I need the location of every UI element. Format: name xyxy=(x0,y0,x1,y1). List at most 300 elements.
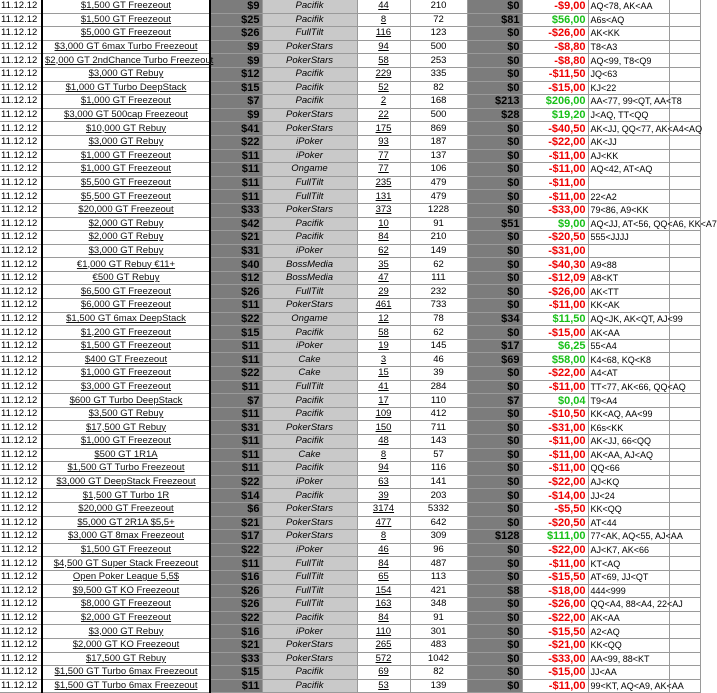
finish-position-link[interactable]: 84 xyxy=(357,231,410,245)
date-cell: 11.12.12 xyxy=(0,652,42,666)
profit-loss-cell: -$15,00 xyxy=(522,666,588,680)
finish-position-link[interactable]: 58 xyxy=(357,326,410,340)
date-cell: 11.12.12 xyxy=(0,679,42,693)
hand-notes-cell: AK<TT xyxy=(588,285,669,299)
finish-position-link[interactable]: 265 xyxy=(357,638,410,652)
date-cell: 11.12.12 xyxy=(0,489,42,503)
empty-cell xyxy=(669,190,700,204)
tournament-link[interactable]: $3,000 GT Freezeout xyxy=(42,380,210,394)
tournament-link[interactable]: $1,000 GT Freezeout xyxy=(42,149,210,163)
profit-loss-cell: -$15,00 xyxy=(522,326,588,340)
winnings-cell: $0 xyxy=(467,244,522,258)
site-cell: Pacifik xyxy=(262,407,357,421)
date-cell: 11.12.12 xyxy=(0,557,42,571)
tournament-link[interactable]: $400 GT Freezeout xyxy=(42,353,210,367)
empty-cell xyxy=(669,394,700,408)
finish-position-link[interactable]: 52 xyxy=(357,81,410,95)
tournament-link[interactable]: $2,000 GT Rebuy xyxy=(42,217,210,231)
hand-notes-cell: A9<88 xyxy=(588,258,669,272)
date-cell: 11.12.12 xyxy=(0,502,42,516)
tournament-link[interactable]: €1,000 GT Rebuy €11+ xyxy=(42,258,210,272)
finish-position-link[interactable]: 65 xyxy=(357,570,410,584)
date-cell: 11.12.12 xyxy=(0,190,42,204)
tournament-link[interactable]: $3,000 GT Rebuy xyxy=(42,135,210,149)
site-cell: PokerStars xyxy=(262,638,357,652)
date-cell: 11.12.12 xyxy=(0,475,42,489)
buyin-cell: $41 xyxy=(210,122,262,136)
tournament-link[interactable]: $5,500 GT Freezeout xyxy=(42,176,210,190)
date-cell: 11.12.12 xyxy=(0,135,42,149)
tournament-link[interactable]: $1,200 GT Freezeout xyxy=(42,326,210,340)
profit-loss-cell: -$9,00 xyxy=(522,0,588,13)
tournament-link[interactable]: Open Poker League 5,5$ xyxy=(42,570,210,584)
entrants-cell: 62 xyxy=(410,258,467,272)
finish-position-link[interactable]: 94 xyxy=(357,462,410,476)
finish-position-link[interactable]: 477 xyxy=(357,516,410,530)
site-cell: Pacifik xyxy=(262,217,357,231)
site-cell: Cake xyxy=(262,367,357,381)
hand-notes-cell: AQ<78, AK<AA xyxy=(588,0,669,13)
tournament-link[interactable]: $2,000 GT KO Freezeout xyxy=(42,638,210,652)
tournament-link[interactable]: $3,500 GT Rebuy xyxy=(42,407,210,421)
site-cell: PokerStars xyxy=(262,40,357,54)
winnings-cell: $0 xyxy=(467,367,522,381)
finish-position-link[interactable]: 163 xyxy=(357,598,410,612)
winnings-cell: $28 xyxy=(467,108,522,122)
empty-cell xyxy=(669,231,700,245)
entrants-cell: 479 xyxy=(410,176,467,190)
entrants-cell: 46 xyxy=(410,353,467,367)
finish-position-link[interactable]: 2 xyxy=(357,95,410,109)
table-row xyxy=(0,611,700,625)
date-cell: 11.12.12 xyxy=(0,108,42,122)
empty-cell xyxy=(669,176,700,190)
tournament-link[interactable]: $3,000 GT 8max Freezeout xyxy=(42,530,210,544)
site-cell: iPoker xyxy=(262,543,357,557)
finish-position-link[interactable]: 109 xyxy=(357,407,410,421)
table-row xyxy=(0,407,700,421)
finish-position-link[interactable]: 12 xyxy=(357,312,410,326)
buyin-cell: $22 xyxy=(210,312,262,326)
date-cell: 11.12.12 xyxy=(0,530,42,544)
date-cell: 11.12.12 xyxy=(0,625,42,639)
date-cell: 11.12.12 xyxy=(0,666,42,680)
tournament-link[interactable]: $500 GT 1R1A xyxy=(42,448,210,462)
date-cell: 11.12.12 xyxy=(0,27,42,41)
tournament-link[interactable]: $3,000 GT 6max Turbo Freezeout xyxy=(42,40,210,54)
table-row xyxy=(0,380,700,394)
site-cell: FullTilt xyxy=(262,190,357,204)
finish-position-link[interactable]: 572 xyxy=(357,652,410,666)
finish-position-link[interactable]: 35 xyxy=(357,258,410,272)
profit-loss-cell: $0,04 xyxy=(522,394,588,408)
tournament-link[interactable]: $3,000 GT Rebuy xyxy=(42,625,210,639)
finish-position-link[interactable]: 8 xyxy=(357,530,410,544)
finish-position-link[interactable]: 110 xyxy=(357,625,410,639)
empty-cell xyxy=(669,666,700,680)
table-row xyxy=(0,475,700,489)
entrants-cell: 145 xyxy=(410,339,467,353)
tournament-link[interactable]: $3,000 GT 500cap Freezeout xyxy=(42,108,210,122)
hand-notes-cell: AJ<K7, AK<66 xyxy=(588,543,669,557)
date-cell: 11.12.12 xyxy=(0,13,42,27)
tournament-link[interactable]: $1,500 GT Freezeout xyxy=(42,13,210,27)
winnings-cell: $7 xyxy=(467,394,522,408)
date-cell: 11.12.12 xyxy=(0,244,42,258)
empty-cell xyxy=(669,40,700,54)
date-cell: 11.12.12 xyxy=(0,598,42,612)
tournament-link[interactable]: $3,000 GT DeepStack Freezeout xyxy=(42,475,210,489)
buyin-cell: $11 xyxy=(210,407,262,421)
empty-cell xyxy=(669,625,700,639)
winnings-cell: $0 xyxy=(467,462,522,476)
entrants-cell: 116 xyxy=(410,462,467,476)
finish-position-link[interactable]: 44 xyxy=(357,0,410,13)
empty-cell xyxy=(669,163,700,177)
tournament-link[interactable]: $8,000 GT Freezeout xyxy=(42,598,210,612)
entrants-cell: 137 xyxy=(410,149,467,163)
site-cell: Pacifik xyxy=(262,231,357,245)
profit-loss-cell: -$22,00 xyxy=(522,611,588,625)
finish-position-link[interactable]: 22 xyxy=(357,108,410,122)
finish-position-link[interactable]: 235 xyxy=(357,176,410,190)
empty-cell xyxy=(669,339,700,353)
empty-cell xyxy=(669,299,700,313)
buyin-cell: $11 xyxy=(210,380,262,394)
buyin-cell: $11 xyxy=(210,448,262,462)
profit-loss-cell: -$21,00 xyxy=(522,638,588,652)
date-cell: 11.12.12 xyxy=(0,67,42,81)
empty-cell xyxy=(669,652,700,666)
tournament-link[interactable]: $1,000 GT Freezeout xyxy=(42,435,210,449)
finish-position-link[interactable]: 41 xyxy=(357,380,410,394)
date-cell: 11.12.12 xyxy=(0,176,42,190)
site-cell: PokerStars xyxy=(262,108,357,122)
finish-position-link[interactable]: 461 xyxy=(357,299,410,313)
site-cell: FullTilt xyxy=(262,584,357,598)
profit-loss-cell: -$22,00 xyxy=(522,475,588,489)
buyin-cell: $7 xyxy=(210,95,262,109)
entrants-cell: 91 xyxy=(410,611,467,625)
empty-cell xyxy=(669,584,700,598)
table-row xyxy=(0,557,700,571)
site-cell: Pacifik xyxy=(262,462,357,476)
tournament-link[interactable]: $1,000 GT Freezeout xyxy=(42,163,210,177)
hand-notes-cell: QQ<A4, 88<A4, 22<AJ xyxy=(588,598,669,612)
entrants-cell: 642 xyxy=(410,516,467,530)
table-row xyxy=(0,666,700,680)
hand-notes-cell: A4<AT xyxy=(588,367,669,381)
entrants-cell: 141 xyxy=(410,475,467,489)
table-row xyxy=(0,13,700,27)
entrants-cell: 253 xyxy=(410,54,467,68)
tournament-link[interactable]: $5,500 GT Freezeout xyxy=(42,190,210,204)
table-row xyxy=(0,394,700,408)
winnings-cell: $0 xyxy=(467,435,522,449)
winnings-cell: $0 xyxy=(467,27,522,41)
empty-cell xyxy=(669,502,700,516)
table-row xyxy=(0,27,700,41)
winnings-cell: $0 xyxy=(467,190,522,204)
finish-position-link[interactable]: 15 xyxy=(357,367,410,381)
site-cell: Pacifik xyxy=(262,435,357,449)
entrants-cell: 487 xyxy=(410,557,467,571)
entrants-cell: 39 xyxy=(410,367,467,381)
finish-position-link[interactable]: 229 xyxy=(357,67,410,81)
entrants-cell: 5332 xyxy=(410,502,467,516)
tournament-link[interactable]: $1,500 GT Freezeout xyxy=(42,543,210,557)
tournament-link[interactable]: $1,500 GT Turbo 6max Freezeout xyxy=(42,679,210,693)
tournament-link[interactable]: $9,500 GT KO Freezeout xyxy=(42,584,210,598)
site-cell: iPoker xyxy=(262,149,357,163)
date-cell: 11.12.12 xyxy=(0,570,42,584)
tournament-link[interactable]: $1,500 GT Turbo Freezeout xyxy=(42,462,210,476)
winnings-cell: $0 xyxy=(467,54,522,68)
hand-notes-cell: AQ<42, AT<AQ xyxy=(588,163,669,177)
finish-position-link[interactable]: 93 xyxy=(357,135,410,149)
entrants-cell: 62 xyxy=(410,326,467,340)
buyin-cell: $11 xyxy=(210,339,262,353)
finish-position-link[interactable]: 58 xyxy=(357,54,410,68)
hand-notes-cell: T9<A4 xyxy=(588,394,669,408)
table-row xyxy=(0,190,700,204)
tournament-link[interactable]: $3,000 GT Rebuy xyxy=(42,244,210,258)
tournament-link[interactable]: $1,500 GT Freezeout xyxy=(42,339,210,353)
profit-loss-cell: -$11,00 xyxy=(522,176,588,190)
empty-cell xyxy=(669,285,700,299)
finish-position-link[interactable]: 150 xyxy=(357,421,410,435)
profit-loss-cell: -$22,00 xyxy=(522,543,588,557)
entrants-cell: 96 xyxy=(410,543,467,557)
hand-notes-cell: 55<A4 xyxy=(588,339,669,353)
winnings-cell: $0 xyxy=(467,271,522,285)
entrants-cell: 301 xyxy=(410,625,467,639)
finish-position-link[interactable]: 69 xyxy=(357,666,410,680)
site-cell: BossMedia xyxy=(262,271,357,285)
tournament-link[interactable]: $3,000 GT Rebuy xyxy=(42,67,210,81)
profit-loss-cell: -$11,00 xyxy=(522,448,588,462)
winnings-cell: $81 xyxy=(467,13,522,27)
buyin-cell: $26 xyxy=(210,27,262,41)
site-cell: FullTilt xyxy=(262,557,357,571)
empty-cell xyxy=(669,557,700,571)
buyin-cell: $11 xyxy=(210,190,262,204)
finish-position-link[interactable]: 62 xyxy=(357,244,410,258)
finish-position-link[interactable]: 94 xyxy=(357,40,410,54)
empty-cell xyxy=(669,543,700,557)
finish-position-link[interactable]: 3 xyxy=(357,353,410,367)
tournament-link[interactable]: $17,500 GT Rebuy xyxy=(42,652,210,666)
finish-position-link[interactable]: 77 xyxy=(357,163,410,177)
hand-notes-cell: 79<86, A9<KK xyxy=(588,203,669,217)
buyin-cell: $9 xyxy=(210,40,262,54)
site-cell: PokerStars xyxy=(262,203,357,217)
finish-position-link[interactable]: 77 xyxy=(357,149,410,163)
tournament-link[interactable]: $20,000 GT Freezeout xyxy=(42,502,210,516)
buyin-cell: $40 xyxy=(210,258,262,272)
date-cell: 11.12.12 xyxy=(0,312,42,326)
site-cell: iPoker xyxy=(262,625,357,639)
date-cell: 11.12.12 xyxy=(0,394,42,408)
buyin-cell: $42 xyxy=(210,217,262,231)
date-cell: 11.12.12 xyxy=(0,367,42,381)
empty-cell xyxy=(669,367,700,381)
winnings-cell: $0 xyxy=(467,122,522,136)
winnings-cell: $0 xyxy=(467,0,522,13)
date-cell: 11.12.12 xyxy=(0,231,42,245)
tournament-link[interactable]: $1,500 GT 6max DeepStack xyxy=(42,312,210,326)
tournament-link[interactable]: $4,500 GT Super Stack Freezeout xyxy=(42,557,210,571)
empty-cell xyxy=(669,611,700,625)
winnings-cell: $0 xyxy=(467,231,522,245)
table-row xyxy=(0,326,700,340)
empty-cell xyxy=(669,638,700,652)
finish-position-link[interactable]: 8 xyxy=(357,448,410,462)
tournament-link[interactable]: $2,000 GT Rebuy xyxy=(42,231,210,245)
date-cell: 11.12.12 xyxy=(0,611,42,625)
table-row xyxy=(0,584,700,598)
empty-cell xyxy=(669,489,700,503)
date-cell: 11.12.12 xyxy=(0,543,42,557)
finish-position-link[interactable]: 3174 xyxy=(357,502,410,516)
finish-position-link[interactable]: 48 xyxy=(357,435,410,449)
date-cell: 11.12.12 xyxy=(0,421,42,435)
buyin-cell: $9 xyxy=(210,0,262,13)
profit-loss-cell: -$40,30 xyxy=(522,258,588,272)
table-row xyxy=(0,231,700,245)
profit-loss-cell: -$11,00 xyxy=(522,190,588,204)
profit-loss-cell: -$22,00 xyxy=(522,367,588,381)
finish-position-link[interactable]: 47 xyxy=(357,271,410,285)
finish-position-link[interactable]: 10 xyxy=(357,217,410,231)
table-row xyxy=(0,258,700,272)
tournament-link[interactable]: $1,500 GT Turbo 6max Freezeout xyxy=(42,666,210,680)
buyin-cell: $22 xyxy=(210,543,262,557)
hand-notes-cell: TT<77, AK<66, QQ<AQ xyxy=(588,380,669,394)
tournament-link[interactable]: $1,000 GT Freezeout xyxy=(42,95,210,109)
hand-notes-cell: KK<QQ xyxy=(588,502,669,516)
finish-position-link[interactable]: 116 xyxy=(357,27,410,41)
hand-notes-cell: AK<AA xyxy=(588,326,669,340)
entrants-cell: 82 xyxy=(410,81,467,95)
date-cell: 11.12.12 xyxy=(0,271,42,285)
date-cell: 11.12.12 xyxy=(0,258,42,272)
site-cell: Pacifik xyxy=(262,81,357,95)
finish-position-link[interactable]: 8 xyxy=(357,13,410,27)
winnings-cell: $0 xyxy=(467,326,522,340)
finish-position-link[interactable]: 154 xyxy=(357,584,410,598)
tournament-link[interactable]: $5,000 GT 2R1A $5,5+ xyxy=(42,516,210,530)
table-row xyxy=(0,448,700,462)
finish-position-link[interactable]: 17 xyxy=(357,394,410,408)
profit-loss-cell: -$11,00 xyxy=(522,380,588,394)
tournament-link[interactable]: $1,000 GT Turbo DeepStack xyxy=(42,81,210,95)
hand-notes-cell: AT<44 xyxy=(588,516,669,530)
empty-cell xyxy=(669,0,700,13)
buyin-cell: $26 xyxy=(210,584,262,598)
buyin-cell: $22 xyxy=(210,135,262,149)
empty-cell xyxy=(669,475,700,489)
finish-position-link[interactable]: 19 xyxy=(357,339,410,353)
empty-cell xyxy=(669,27,700,41)
finish-position-link[interactable]: 53 xyxy=(357,679,410,693)
table-row xyxy=(0,108,700,122)
site-cell: iPoker xyxy=(262,135,357,149)
hand-notes-cell: K4<68, KQ<K8 xyxy=(588,353,669,367)
table-row xyxy=(0,135,700,149)
empty-cell xyxy=(669,203,700,217)
finish-position-link[interactable]: 84 xyxy=(357,557,410,571)
finish-position-link[interactable]: 29 xyxy=(357,285,410,299)
tournament-link[interactable]: $600 GT Turbo DeepStack xyxy=(42,394,210,408)
finish-position-link[interactable]: 46 xyxy=(357,543,410,557)
empty-cell xyxy=(669,258,700,272)
site-cell: Pacifik xyxy=(262,679,357,693)
date-cell: 11.12.12 xyxy=(0,380,42,394)
hand-notes-cell: QQ<66 xyxy=(588,462,669,476)
profit-loss-cell: -$31,00 xyxy=(522,421,588,435)
finish-position-link[interactable]: 175 xyxy=(357,122,410,136)
table-row xyxy=(0,462,700,476)
tournament-link[interactable]: $6,500 GT Freezeout xyxy=(42,285,210,299)
winnings-cell: $213 xyxy=(467,95,522,109)
profit-loss-cell: -$26,00 xyxy=(522,27,588,41)
tournament-link[interactable]: $1,000 GT Freezeout xyxy=(42,367,210,381)
entrants-cell: 284 xyxy=(410,380,467,394)
winnings-cell: $0 xyxy=(467,557,522,571)
site-cell: Pacifik xyxy=(262,394,357,408)
tournament-link[interactable]: $1,500 GT Freezeout xyxy=(42,0,210,13)
buyin-cell: $22 xyxy=(210,611,262,625)
tournament-link[interactable]: €500 GT Rebuy xyxy=(42,271,210,285)
tournament-link[interactable]: $20,000 GT Freezeout xyxy=(42,203,210,217)
buyin-cell: $9 xyxy=(210,54,262,68)
buyin-cell: $7 xyxy=(210,394,262,408)
winnings-cell: $0 xyxy=(467,81,522,95)
site-cell: iPoker xyxy=(262,244,357,258)
profit-loss-cell: -$11,00 xyxy=(522,149,588,163)
winnings-cell: $51 xyxy=(467,217,522,231)
buyin-cell: $11 xyxy=(210,299,262,313)
tournament-link[interactable]: $17,500 GT Rebuy xyxy=(42,421,210,435)
finish-position-link[interactable]: 373 xyxy=(357,203,410,217)
table-row xyxy=(0,598,700,612)
finish-position-link[interactable]: 131 xyxy=(357,190,410,204)
finish-position-link[interactable]: 63 xyxy=(357,475,410,489)
date-cell: 11.12.12 xyxy=(0,326,42,340)
buyin-cell: $11 xyxy=(210,163,262,177)
profit-loss-cell: -$11,00 xyxy=(522,163,588,177)
tournament-link[interactable]: $2,000 GT 2ndChance Turbo Freezeout xyxy=(42,54,210,68)
finish-position-link[interactable]: 39 xyxy=(357,489,410,503)
table-row xyxy=(0,54,700,68)
tournament-link[interactable]: $1,500 GT Turbo 1R xyxy=(42,489,210,503)
date-cell: 11.12.12 xyxy=(0,435,42,449)
winnings-cell: $0 xyxy=(467,380,522,394)
entrants-cell: 479 xyxy=(410,190,467,204)
buyin-cell: $21 xyxy=(210,638,262,652)
date-cell: 11.12.12 xyxy=(0,149,42,163)
tournament-link[interactable]: $2,000 GT Freezeout xyxy=(42,611,210,625)
table-row xyxy=(0,163,700,177)
tournament-link[interactable]: $5,000 GT Freezeout xyxy=(42,27,210,41)
table-row xyxy=(0,679,700,693)
finish-position-link[interactable]: 84 xyxy=(357,611,410,625)
tournament-link[interactable]: $6,000 GT Freezeout xyxy=(42,299,210,313)
entrants-cell: 500 xyxy=(410,108,467,122)
buyin-cell: $25 xyxy=(210,13,262,27)
tournament-link[interactable]: $10,000 GT Rebuy xyxy=(42,122,210,136)
